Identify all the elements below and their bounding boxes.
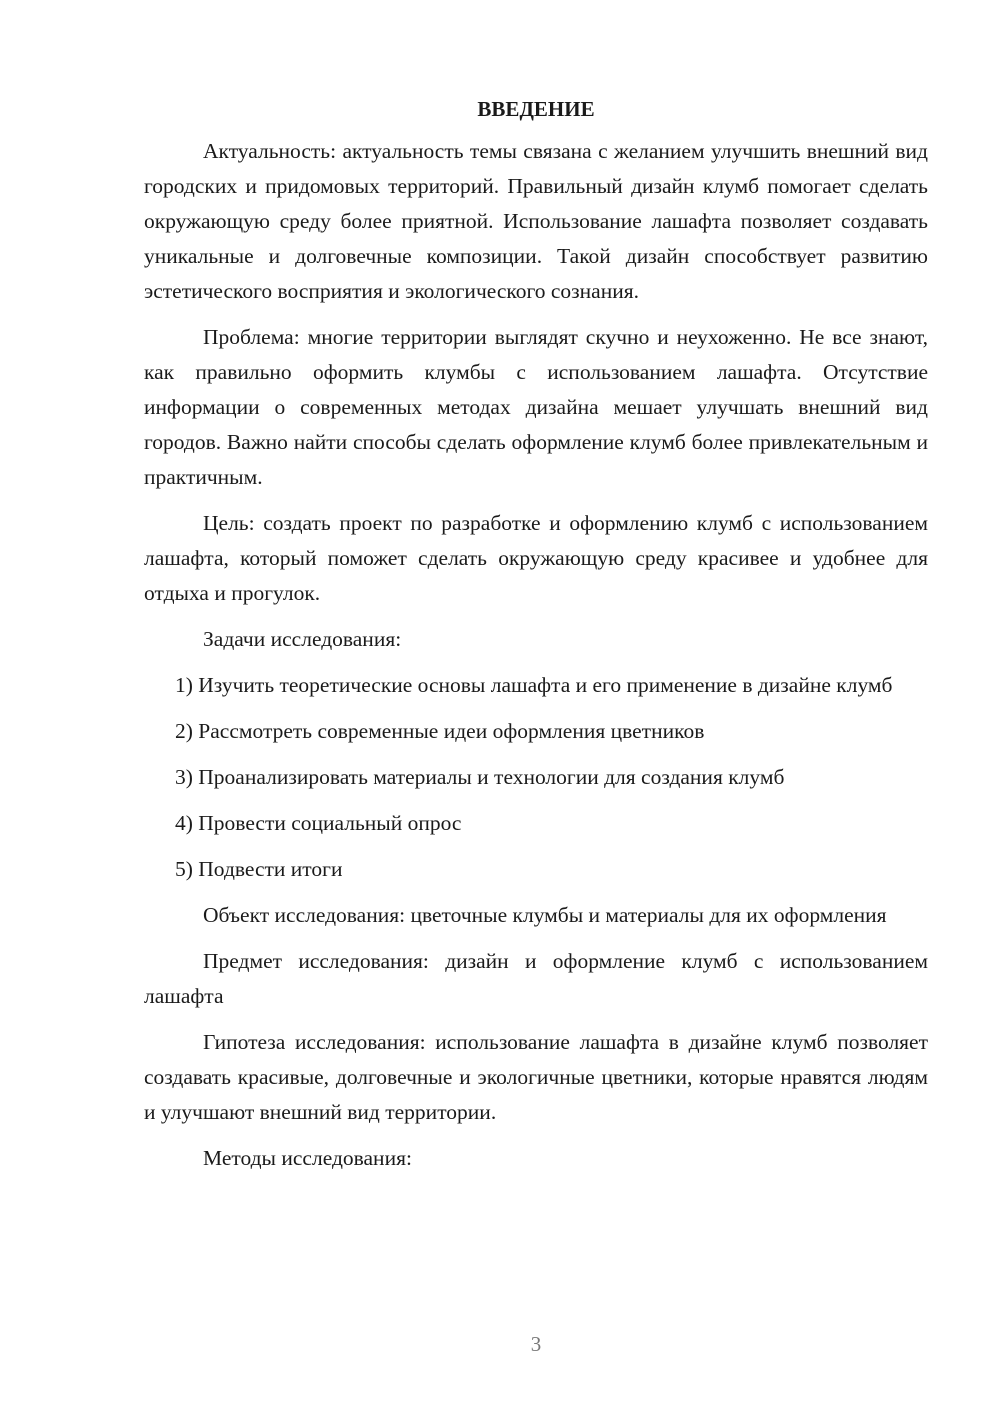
- paragraph-problem: Проблема: многие территории выглядят скучно и неухоженно. Не все знают, как правильно оформить клумбы с использованием лашафта. Отсутствие информации о современных методах дизайна мешает улучшать внешний вид городов. Важно найти способы сделать оформление клумб более привлекательным и практичным.: [144, 325, 928, 489]
- paragraph-goal: Цель: создать проект по разработке и оформлению клумб с использованием лашафта, который поможет сделать окружающую среду красивее и удобнее для отдыха и прогулок.: [144, 511, 928, 605]
- list-item: 4) Провести социальный опрос: [175, 811, 462, 835]
- page-number: 3: [530, 1332, 542, 1356]
- list-item: 1) Изучить теоретические основы лашафта и его применение в дизайне клумб: [175, 673, 893, 697]
- tasks-heading: Задачи исследования:: [203, 627, 402, 651]
- list-item: 3) Проанализировать материалы и технологии для создания клумб: [175, 765, 785, 789]
- paragraph-relevance: Актуальность: актуальность темы связана с желанием улучшить внешний вид городских и придомовых территорий. Правильный дизайн клумб помогает сделать окружающую среду более приятной. Использование лашафта позволяет создавать уникальные и долговечные композиции. Такой дизайн способствует развитию эстетического восприятия и экологического сознания.: [144, 139, 928, 303]
- paragraph-subject: Предмет исследования: дизайн и оформление клумб с использованием лашафта: [144, 949, 928, 1008]
- tasks-list: [144, 668, 928, 887]
- list-item: 2) Рассмотреть современные идеи оформления цветников: [175, 719, 705, 743]
- document-page: [144, 92, 928, 1187]
- paragraph-object: Объект исследования: цветочные клумбы и материалы для их оформления: [203, 903, 887, 927]
- list-item: 5) Подвести итоги: [175, 857, 343, 881]
- page-title: ВВЕДЕНИЕ: [477, 97, 595, 121]
- methods-heading: Методы исследования:: [203, 1146, 412, 1170]
- paragraph-hypothesis: Гипотеза исследования: использование лашафта в дизайне клумб позволяет создавать красивые, долговечные и экологичные цветники, которые нравятся людям и улучшают внешний вид территории.: [144, 1030, 928, 1124]
